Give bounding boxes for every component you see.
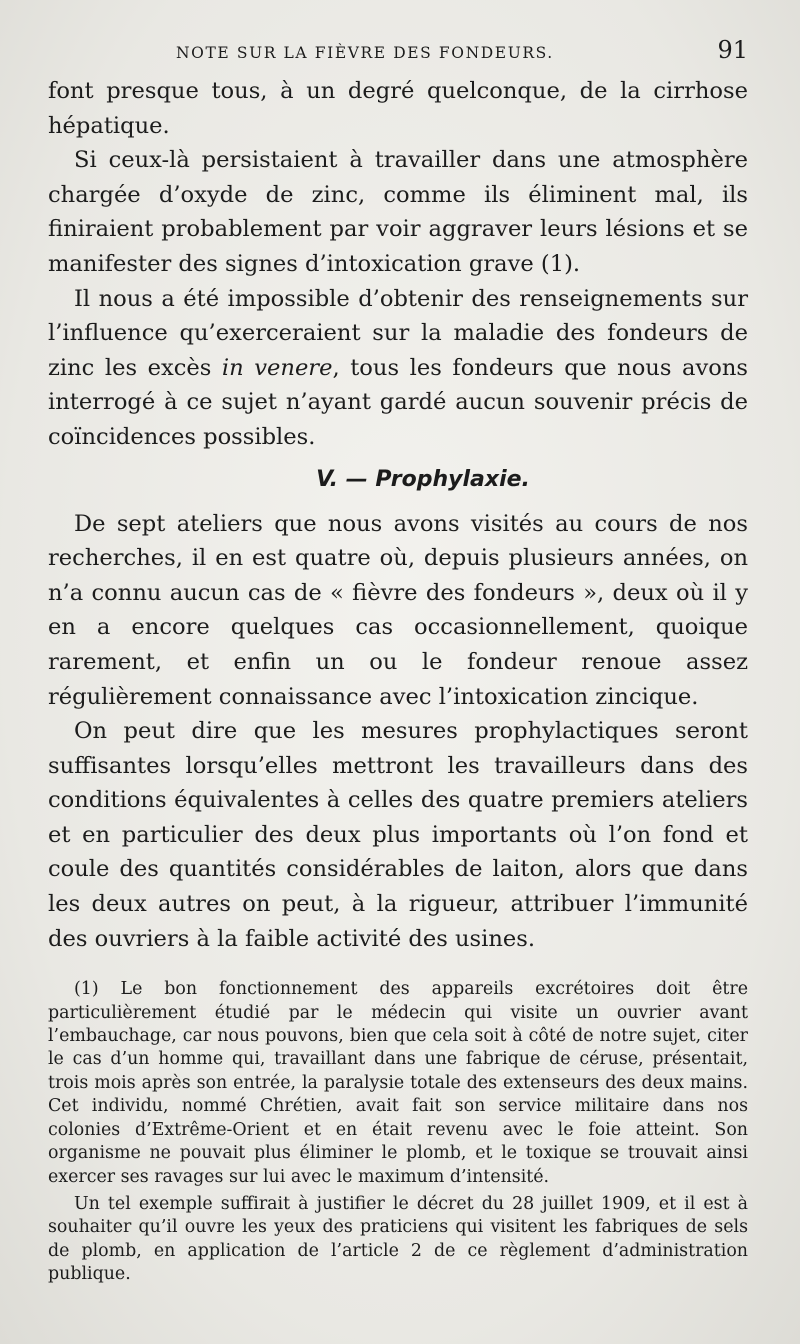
footnotes — [48, 978, 748, 1286]
paragraph — [48, 282, 748, 455]
body-text — [48, 74, 748, 956]
page-number: 91 — [717, 36, 748, 64]
running-head: NOTE SUR LA FIÈVRE DES FONDEURS. — [176, 44, 554, 62]
section-heading: V. — Prophylaxie. — [316, 466, 530, 492]
paragraph: De sept ateliers que nous avons visités au cours de nos recherches, il en est quatre où, depuis plusieurs années, on n’a connu aucun cas de « fièvre des fondeurs », deux où il y en a encore quelques cas occasionnellement, quoique rarement, et enfin un ou le fondeur renoue assez régulièrement connaissance avec l’intoxication zincique. — [48, 510, 748, 710]
paragraph: Si ceux-là persistaient à travailler dans une atmosphère chargée d’oxyde de zinc, comme ils éliminent mal, ils finiraient probablement par voir aggraver leurs lésions et se manifester des signes d’intoxication grave (1). — [48, 147, 748, 277]
paragraph: On peut dire que les mesures prophylactiques seront suffisantes lorsqu’elles mettront les travailleurs dans des conditions équivalentes à celles des quatre premiers ateliers et en particulier des deux plus importants où l’on fond et coule des quantités considérables de laiton, alors que dans les deux autres on peut, à la rigueur, attribuer l’immunité des ouvriers à la faible activité des usines. — [48, 718, 748, 952]
footnote-continuation: Un tel exemple suffirait à justifier le décret du 28 juillet 1909, et il est à souhaiter qu’il ouvre les yeux des praticiens qui visitent les fabriques de sels de plomb, en application de l’article 2 de ce règlement d’administration publique. — [48, 1193, 748, 1285]
page-header — [48, 36, 748, 74]
paragraph-text: , tous les fondeurs que nous avons interrogé à ce sujet n’ayant gardé aucun souvenir précis de coïncidences possibles. — [48, 354, 748, 450]
latin-phrase: in venere — [221, 354, 333, 381]
paragraph-text: Il nous a été impossible d’obtenir des renseignements sur l’influence qu’exerceraient sur la maladie des fondeurs de zinc les excès — [48, 285, 748, 381]
footnote: (1) Le bon fonctionnement des appareils excrétoires doit être particulièrement étudié par le médecin qui visite un ouvrier avant l’embauchage, car nous pouvons, bien que cela soit à côté de notre sujet, citer le cas d’un homme qui, travaillant dans une fabrique de céruse, présentait, trois mois après son entrée, la paralysie totale des extenseurs des deux mains. Cet individu, nommé Chrétien, avait fait son service militaire dans nos colonies d’Extrême-Orient et en était revenu avec le foie atteint. Son organisme ne pouvait plus éliminer le plomb, et le toxique se trouvait ainsi exercer ses ravages sur lui avec le maximum d’intensité. — [48, 979, 748, 1187]
paragraph-continuation: font presque tous, à un degré quelconque, de la cirrhose hépatique. — [48, 78, 748, 139]
